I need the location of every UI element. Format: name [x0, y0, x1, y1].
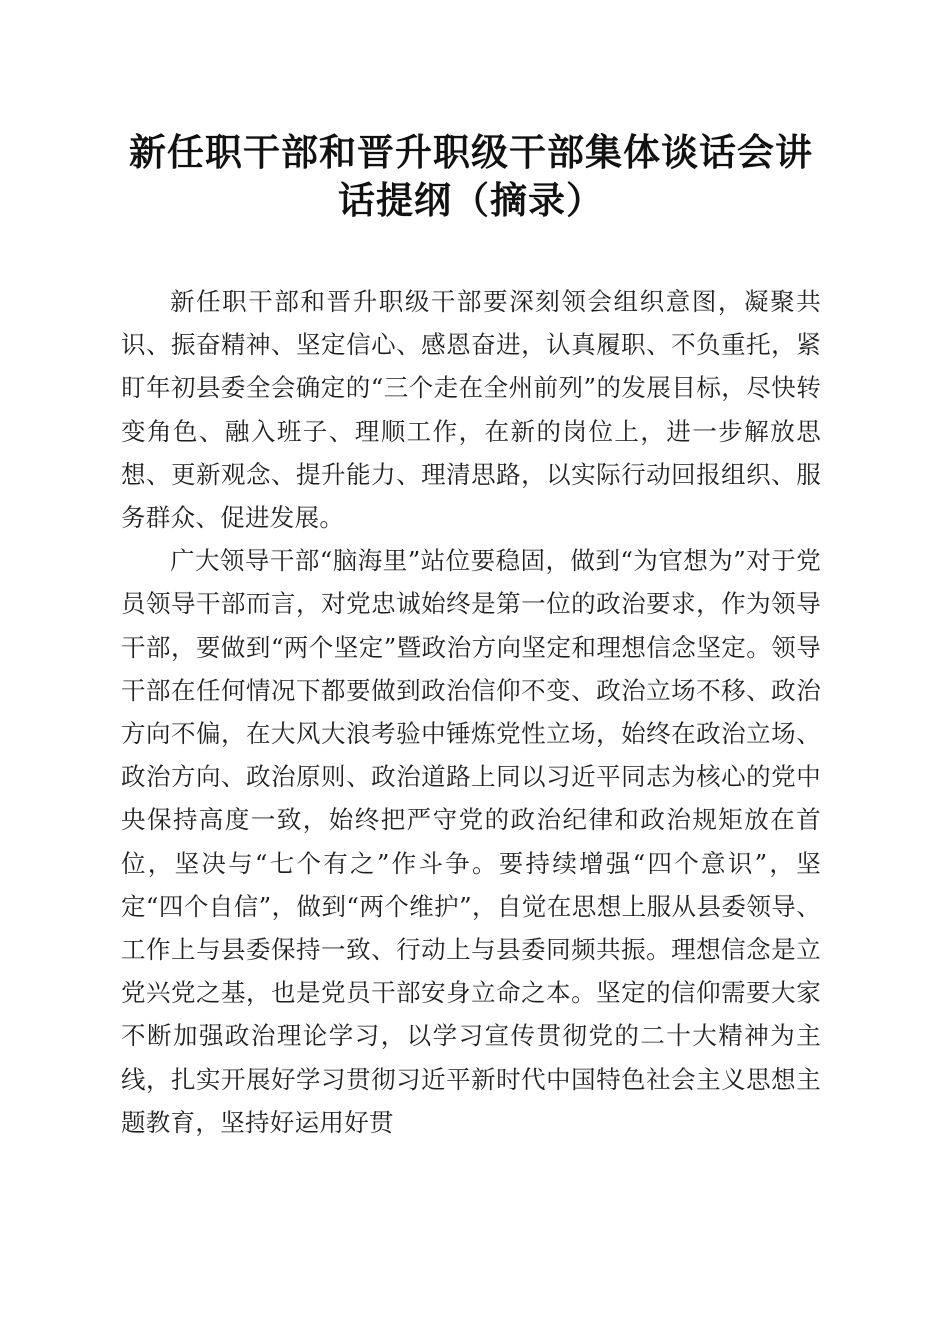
document-body [121, 280, 821, 1144]
paragraph-1: 新任职干部和晋升职级干部要深刻领会组织意图，凝聚共识、振奋精神、坚定信心、感恩奋进，认真履职、不负重托，紧盯年初县委全会确定的“三个走在全州前列”的发展目标，尽快转变角色、融入班子、理顺工作，在新的岗位上，进一步解放思想、更新观念、提升能力、理清思路，以实际行动回报组织、服务群众、促进发展。 [121, 287, 821, 533]
document-title: 新任职干部和晋升职级干部集体谈话会讲话提纲（摘录） [129, 130, 813, 222]
document-page [121, 128, 821, 1144]
paragraph-2: 广大领导干部“脑海里”站位要稳固，做到“为官想为”对于党员领导干部而言，对党忠诚始终是第一位的政治要求，作为领导干部，要做到“两个坚定”暨政治方向坚定和理想信念坚定。领导干部在任何情况下都要做到政治信仰不变、政治立场不移、政治方向不偏，在大风大浪考验中锤炼党性立场，始终在政治立场、政治方向、政治原则、政治道路上同以习近平同志为核心的党中央保持高度一致，始终把严守党的政治纪律和政治规矩放在首位，坚决与“七个有之”作斗争。要持续增强“四个意识”，坚定“四个自信”，做到“两个维护”，自觉在思想上服从县委领导、工作上与县委保持一致、行动上与县委同频共振。理想信念是立党兴党之基，也是党员干部安身立命之本。坚定的信仰需要大家不断加强政治理论学习，以学习宣传贯彻党的二十大精神为主线，扎实开展好学习贯彻习近平新时代中国特色社会主义思想主题教育，坚持好运用好贯 [121, 546, 821, 1137]
